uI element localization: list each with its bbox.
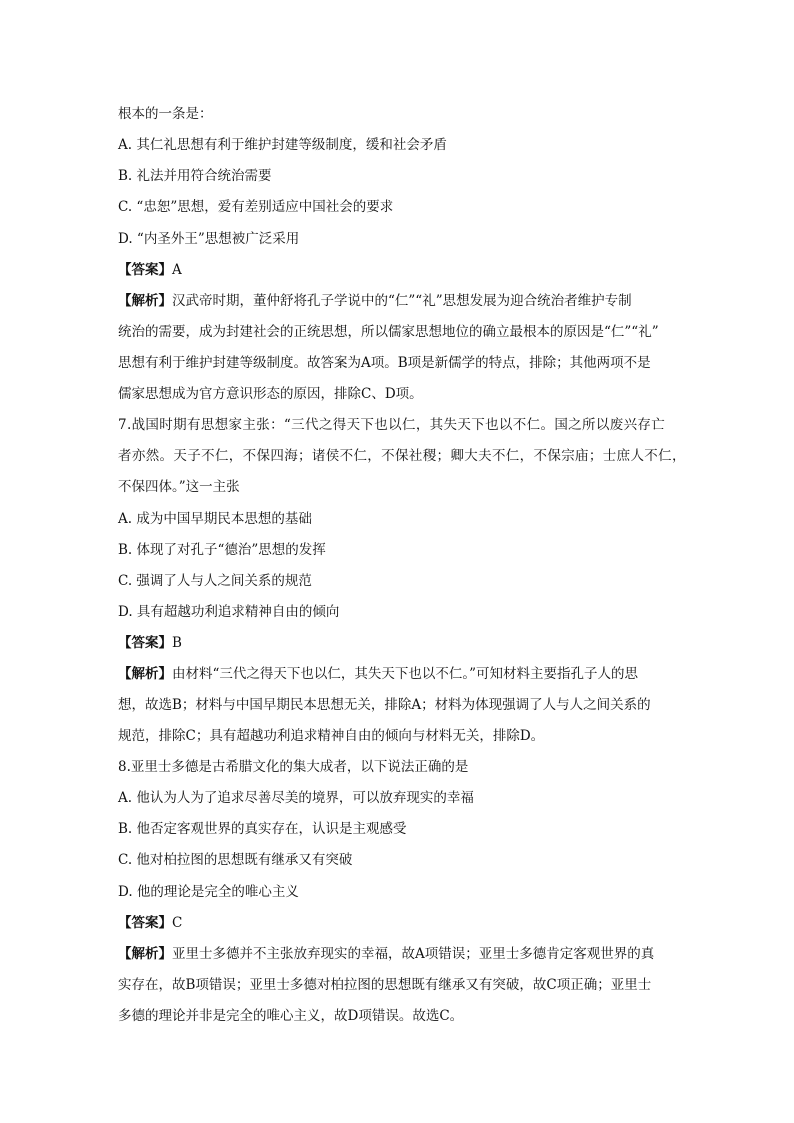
question-stem: 者亦然。天子不仁，不保四海；诸侯不仁，不保社稷；卿大夫不仁，不保宗庙；士庶人不仁， [118,448,686,464]
analysis-line [118,292,632,310]
analysis-line [118,665,638,683]
option-c: C. “忠恕”思想，爱有差别适应中国社会的要求 [118,199,394,215]
option-a: A. 成为中国早期民本思想的基础 [118,511,312,527]
analysis-tag: 【解析】 [118,666,172,682]
analysis-tag: 【解析】 [118,946,172,962]
analysis-text: 汉武帝时期，董仲舒将孔子学说中的“仁”“礼”思想发展为迎合统治者维护专制 [172,293,632,309]
text-line: 统治的需要，成为封建社会的正统思想，所以儒家思想地位的确立最根本的原因是“仁”“礼” [118,324,659,340]
option-a: A. 其仁礼思想有利于维护封建等级制度，缓和社会矛盾 [118,137,447,153]
analysis-text: 由材料“三代之得天下也以仁，其失天下也以不仁。”可知材料主要指孔子人的思 [172,666,639,682]
text-line: 儒家思想成为官方意识形态的原因，排除C、D项。 [118,386,423,402]
analysis-text: 亚里士多德并不主张放弃现实的幸福，故A项错误；亚里士多德肯定客观世界的真 [172,946,655,962]
question-stem: 7.战国时期有思想家主张：“三代之得天下也以仁，其失天下也以不仁。国之所以废兴存亡 [118,417,666,433]
text-line: 多德的理论并非是完全的唯心主义，故D项错误。故选C。 [118,1008,464,1024]
answer-value: C [172,915,183,931]
question-stem: 不保四体。”这一主张 [118,479,240,495]
answer-line [118,261,182,279]
option-c: C. 他对柏拉图的思想既有继承又有突破 [118,852,353,868]
option-b: B. 体现了对孔子“德治”思想的发挥 [118,542,326,558]
analysis-tag: 【解析】 [118,293,172,309]
answer-value: B [172,635,182,651]
option-d: D. 具有超越功利追求精神自由的倾向 [118,604,340,620]
answer-tag: 【答案】 [118,915,172,931]
answer-line [118,914,182,932]
text-line: 想，故选B；材料与中国早期民本思想无关，排除A；材料为体现强调了人与人之间关系的 [118,697,651,713]
option-d: D. “内圣外王”思想被广泛采用 [118,231,300,247]
text-line: 规范，排除C；具有超越功利追求精神自由的倾向与材料无关，排除D。 [118,728,545,744]
option-a: A. 他认为人为了追求尽善尽美的境界，可以放弃现实的幸福 [118,790,474,806]
text-line: 根本的一条是： [118,106,213,122]
answer-value: A [172,262,182,278]
analysis-line [118,945,654,963]
answer-tag: 【答案】 [118,635,172,651]
answer-line [118,634,182,652]
text-line: 思想有利于维护封建等级制度。故答案为A项。B项是新儒学的特点，排除；其他两项不是 [118,355,651,371]
option-c: C. 强调了人与人之间关系的规范 [118,573,312,589]
text-line: 实存在，故B项错误；亚里士多德对柏拉图的思想既有继承又有突破，故C项正确；亚里士 [118,977,652,993]
answer-tag: 【答案】 [118,262,172,278]
option-d: D. 他的理论是完全的唯心主义 [118,884,299,900]
question-stem: 8.亚里士多德是古希腊文化的集大成者，以下说法正确的是 [118,759,469,775]
option-b: B. 礼法并用符合统治需要 [118,168,272,184]
option-b: B. 他否定客观世界的真实存在，认识是主观感受 [118,821,407,837]
